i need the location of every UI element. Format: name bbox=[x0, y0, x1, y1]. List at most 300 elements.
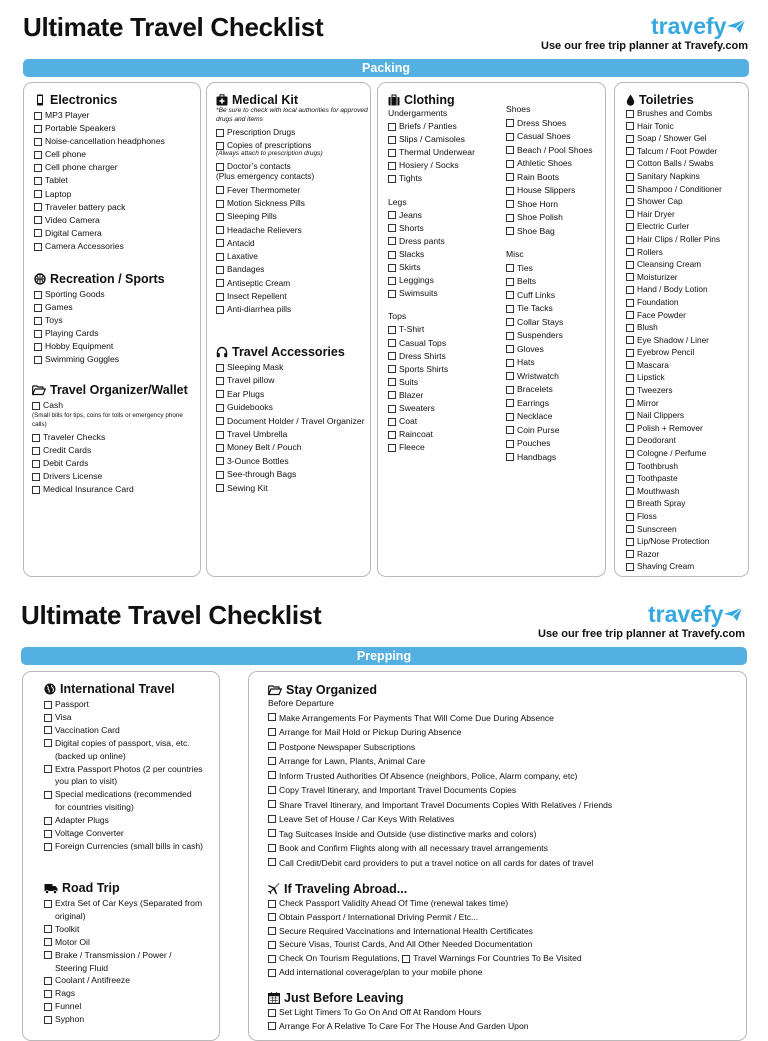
checklist-item[interactable] bbox=[216, 210, 368, 223]
checkbox[interactable] bbox=[388, 405, 396, 413]
checklist-item[interactable] bbox=[626, 309, 748, 322]
checkbox[interactable] bbox=[626, 538, 634, 546]
checkbox[interactable] bbox=[44, 830, 52, 838]
checkbox[interactable] bbox=[626, 210, 634, 218]
checklist-item[interactable] bbox=[268, 769, 738, 784]
checkbox[interactable] bbox=[626, 513, 634, 521]
checklist-item[interactable] bbox=[626, 485, 748, 498]
checklist-item[interactable] bbox=[268, 798, 738, 813]
checkbox[interactable] bbox=[34, 291, 42, 299]
checkbox[interactable] bbox=[32, 434, 40, 442]
checkbox[interactable] bbox=[216, 142, 224, 150]
checkbox[interactable] bbox=[506, 399, 514, 407]
checkbox[interactable] bbox=[506, 345, 514, 353]
checkbox[interactable] bbox=[506, 305, 514, 313]
checkbox[interactable] bbox=[388, 237, 396, 245]
checklist-item[interactable] bbox=[626, 334, 748, 347]
checkbox[interactable] bbox=[388, 224, 396, 232]
checklist-item[interactable] bbox=[626, 447, 748, 460]
checkbox[interactable] bbox=[506, 133, 514, 141]
tagline[interactable]: Use our free trip planner at Travefy.com bbox=[541, 40, 749, 52]
checklist-item[interactable] bbox=[506, 316, 606, 330]
checkbox[interactable] bbox=[506, 372, 514, 380]
checkbox[interactable] bbox=[34, 229, 42, 237]
travefy-logo[interactable] bbox=[651, 13, 745, 40]
checkbox[interactable] bbox=[506, 264, 514, 272]
checkbox[interactable] bbox=[626, 147, 634, 155]
checkbox[interactable] bbox=[34, 330, 42, 338]
checklist-item[interactable] bbox=[216, 126, 368, 139]
checklist-item[interactable] bbox=[626, 296, 748, 309]
checkbox[interactable] bbox=[216, 417, 224, 425]
checkbox[interactable] bbox=[44, 817, 52, 825]
checkbox[interactable] bbox=[626, 475, 634, 483]
checklist-item[interactable] bbox=[216, 441, 368, 454]
checkbox[interactable] bbox=[388, 444, 396, 452]
checkbox[interactable] bbox=[44, 951, 52, 959]
checklist-item[interactable] bbox=[506, 144, 606, 158]
checklist-item[interactable] bbox=[388, 428, 506, 441]
checklist-item[interactable] bbox=[34, 135, 199, 148]
checkbox[interactable] bbox=[268, 786, 276, 794]
checkbox[interactable] bbox=[388, 123, 396, 131]
checkbox[interactable] bbox=[268, 742, 276, 750]
checklist-item[interactable] bbox=[216, 250, 368, 263]
checklist-item[interactable] bbox=[268, 812, 738, 827]
checklist-item[interactable] bbox=[44, 737, 204, 763]
checkbox[interactable] bbox=[506, 187, 514, 195]
checklist-item[interactable] bbox=[388, 209, 506, 222]
checkbox[interactable] bbox=[32, 473, 40, 481]
checklist-item[interactable] bbox=[268, 754, 738, 769]
checklist-item[interactable] bbox=[506, 329, 606, 343]
checkbox[interactable] bbox=[626, 500, 634, 508]
checkbox[interactable] bbox=[216, 213, 224, 221]
checkbox[interactable] bbox=[626, 122, 634, 130]
checklist-item[interactable] bbox=[216, 290, 368, 303]
checkbox[interactable] bbox=[34, 112, 42, 120]
checkbox[interactable] bbox=[388, 136, 396, 144]
checklist-item[interactable] bbox=[44, 936, 204, 949]
checkbox[interactable] bbox=[44, 739, 52, 747]
checklist-item[interactable]: Cash bbox=[32, 399, 198, 412]
checklist-item[interactable] bbox=[44, 923, 204, 936]
checklist-item[interactable] bbox=[44, 897, 204, 923]
checklist-item[interactable] bbox=[388, 287, 506, 300]
checklist-item[interactable] bbox=[626, 560, 748, 573]
checklist-item[interactable] bbox=[388, 159, 506, 172]
checklist-item[interactable] bbox=[506, 157, 606, 171]
checklist-item[interactable] bbox=[506, 370, 606, 384]
checklist-item[interactable] bbox=[506, 275, 606, 289]
checklist-item[interactable] bbox=[34, 188, 199, 201]
checklist-item[interactable] bbox=[34, 314, 199, 327]
checkbox[interactable] bbox=[216, 253, 224, 261]
checkbox[interactable] bbox=[626, 286, 634, 294]
checklist-item[interactable] bbox=[388, 235, 506, 248]
checklist-item[interactable] bbox=[268, 938, 738, 952]
checklist-item[interactable] bbox=[388, 222, 506, 235]
checkbox[interactable] bbox=[216, 226, 224, 234]
checklist-item[interactable] bbox=[268, 897, 738, 911]
checkbox[interactable] bbox=[506, 426, 514, 434]
checkbox[interactable] bbox=[268, 913, 276, 921]
checklist-item[interactable] bbox=[216, 415, 368, 428]
checklist-item[interactable] bbox=[32, 444, 198, 457]
checklist-item[interactable] bbox=[626, 535, 748, 548]
checkbox[interactable] bbox=[268, 815, 276, 823]
checkbox[interactable] bbox=[626, 185, 634, 193]
checkbox[interactable] bbox=[216, 306, 224, 314]
checkbox[interactable] bbox=[626, 374, 634, 382]
checklist-item[interactable] bbox=[32, 470, 198, 483]
checkbox[interactable] bbox=[268, 713, 276, 721]
checkbox[interactable] bbox=[32, 447, 40, 455]
checklist-item[interactable] bbox=[506, 383, 606, 397]
checkbox[interactable] bbox=[34, 164, 42, 172]
checkbox[interactable] bbox=[216, 200, 224, 208]
checkbox[interactable] bbox=[216, 279, 224, 287]
checkbox[interactable] bbox=[44, 938, 52, 946]
checklist-item[interactable] bbox=[626, 132, 748, 145]
checklist-item[interactable] bbox=[506, 262, 606, 276]
checklist-item[interactable] bbox=[216, 361, 368, 374]
checklist-item[interactable] bbox=[216, 277, 368, 290]
checklist-item[interactable] bbox=[388, 146, 506, 159]
checkbox[interactable] bbox=[268, 1009, 276, 1017]
checkbox[interactable] bbox=[388, 290, 396, 298]
checklist-item[interactable] bbox=[216, 455, 368, 468]
checklist-item[interactable] bbox=[626, 384, 748, 397]
checklist-item[interactable] bbox=[506, 117, 606, 131]
checkbox[interactable] bbox=[34, 216, 42, 224]
checkbox[interactable] bbox=[268, 927, 276, 935]
checklist-item[interactable] bbox=[216, 401, 368, 414]
checklist-item[interactable] bbox=[626, 283, 748, 296]
checklist-item[interactable] bbox=[34, 148, 199, 161]
checkbox[interactable] bbox=[506, 160, 514, 168]
checklist-item[interactable] bbox=[268, 740, 738, 755]
checklist-item[interactable] bbox=[44, 724, 204, 737]
checkbox[interactable] bbox=[44, 900, 52, 908]
checklist-item[interactable] bbox=[216, 237, 368, 250]
checklist-item[interactable] bbox=[388, 248, 506, 261]
checkbox[interactable] bbox=[34, 125, 42, 133]
checkbox[interactable] bbox=[216, 390, 224, 398]
checklist-item[interactable] bbox=[506, 343, 606, 357]
checklist-item[interactable] bbox=[34, 327, 199, 340]
checkbox[interactable] bbox=[388, 352, 396, 360]
checklist-item[interactable] bbox=[34, 174, 199, 187]
checkbox[interactable] bbox=[216, 484, 224, 492]
checkbox[interactable] bbox=[388, 277, 396, 285]
checkbox[interactable] bbox=[44, 701, 52, 709]
checklist-item[interactable] bbox=[44, 1000, 204, 1013]
checklist-item[interactable] bbox=[388, 120, 506, 133]
checklist-item[interactable] bbox=[268, 725, 738, 740]
checklist-item[interactable] bbox=[626, 497, 748, 510]
checkbox[interactable] bbox=[388, 431, 396, 439]
checklist-item[interactable] bbox=[32, 483, 198, 496]
checkbox[interactable] bbox=[388, 326, 396, 334]
checklist-item[interactable] bbox=[388, 363, 506, 376]
checklist-item[interactable] bbox=[506, 451, 606, 465]
checkbox[interactable] bbox=[626, 261, 634, 269]
checklist-item[interactable] bbox=[44, 814, 204, 827]
checkbox[interactable] bbox=[388, 378, 396, 386]
checklist-item[interactable] bbox=[44, 840, 204, 853]
checkbox[interactable] bbox=[626, 361, 634, 369]
checklist-item[interactable] bbox=[626, 321, 748, 334]
checklist-item[interactable] bbox=[268, 841, 738, 856]
checkbox[interactable] bbox=[626, 336, 634, 344]
checklist-item[interactable] bbox=[268, 711, 738, 726]
checklist-item[interactable] bbox=[216, 482, 368, 495]
checkbox[interactable] bbox=[506, 146, 514, 154]
checklist-item[interactable] bbox=[388, 337, 506, 350]
checkbox[interactable] bbox=[216, 129, 224, 137]
checkbox[interactable] bbox=[506, 318, 514, 326]
checkbox[interactable] bbox=[34, 304, 42, 312]
checkbox[interactable] bbox=[388, 339, 396, 347]
checkbox[interactable] bbox=[626, 437, 634, 445]
checkbox[interactable] bbox=[626, 273, 634, 281]
checkbox[interactable] bbox=[216, 457, 224, 465]
checkbox[interactable] bbox=[34, 243, 42, 251]
checklist-item[interactable] bbox=[626, 397, 748, 410]
checkbox[interactable] bbox=[34, 138, 42, 146]
checklist-item[interactable] bbox=[268, 925, 738, 939]
checklist-item[interactable] bbox=[34, 161, 199, 174]
checkbox[interactable] bbox=[626, 324, 634, 332]
checklist-item[interactable] bbox=[626, 208, 748, 221]
checkbox[interactable] bbox=[268, 829, 276, 837]
checklist-item[interactable] bbox=[626, 120, 748, 133]
checkbox[interactable] bbox=[626, 236, 634, 244]
checklist-item[interactable] bbox=[34, 122, 199, 135]
checkbox[interactable] bbox=[388, 264, 396, 272]
checklist-item[interactable] bbox=[506, 397, 606, 411]
checklist-item[interactable] bbox=[216, 224, 368, 237]
checklist-item[interactable] bbox=[626, 472, 748, 485]
checklist-item[interactable] bbox=[44, 1013, 204, 1026]
checkbox[interactable] bbox=[626, 525, 634, 533]
checkbox[interactable] bbox=[44, 843, 52, 851]
checkbox[interactable] bbox=[34, 356, 42, 364]
checklist-item[interactable] bbox=[388, 133, 506, 146]
checkbox[interactable] bbox=[388, 149, 396, 157]
checkbox[interactable] bbox=[626, 135, 634, 143]
checkbox[interactable] bbox=[268, 900, 276, 908]
checklist-item[interactable] bbox=[626, 170, 748, 183]
checkbox[interactable] bbox=[44, 714, 52, 722]
checkbox[interactable] bbox=[34, 317, 42, 325]
checklist-item[interactable] bbox=[626, 220, 748, 233]
checklist-item[interactable] bbox=[44, 949, 204, 975]
checkbox[interactable] bbox=[388, 391, 396, 399]
checklist-item[interactable] bbox=[626, 246, 748, 259]
checklist-item[interactable] bbox=[626, 548, 748, 561]
checklist-item[interactable] bbox=[34, 214, 199, 227]
checkbox[interactable] bbox=[216, 444, 224, 452]
checklist-item[interactable] bbox=[32, 457, 198, 470]
checklist-item[interactable] bbox=[626, 523, 748, 536]
checklist-item[interactable] bbox=[626, 346, 748, 359]
checklist-item[interactable] bbox=[44, 987, 204, 1000]
checklist-item[interactable] bbox=[44, 974, 204, 987]
checkbox[interactable] bbox=[388, 211, 396, 219]
checkbox[interactable] bbox=[506, 173, 514, 181]
checkbox[interactable] bbox=[626, 311, 634, 319]
checkbox[interactable] bbox=[626, 223, 634, 231]
checkbox[interactable] bbox=[626, 399, 634, 407]
checklist-item[interactable] bbox=[216, 303, 368, 316]
checklist-item[interactable] bbox=[506, 356, 606, 370]
checkbox[interactable] bbox=[268, 969, 276, 977]
checkbox[interactable] bbox=[216, 431, 224, 439]
checklist-item[interactable] bbox=[388, 389, 506, 402]
checkbox[interactable] bbox=[388, 162, 396, 170]
checklist-item[interactable] bbox=[44, 788, 204, 814]
checkbox[interactable] bbox=[32, 460, 40, 468]
checklist-item[interactable] bbox=[44, 711, 204, 724]
checkbox[interactable] bbox=[506, 359, 514, 367]
checkbox[interactable] bbox=[216, 266, 224, 274]
checkbox[interactable] bbox=[216, 471, 224, 479]
checkbox[interactable] bbox=[506, 332, 514, 340]
checkbox[interactable] bbox=[626, 349, 634, 357]
checklist-item[interactable] bbox=[216, 388, 368, 401]
checkbox[interactable] bbox=[44, 925, 52, 933]
checkbox[interactable] bbox=[402, 955, 410, 963]
checkbox[interactable] bbox=[34, 177, 42, 185]
checklist-item[interactable] bbox=[388, 350, 506, 363]
checkbox[interactable] bbox=[626, 299, 634, 307]
checkbox[interactable] bbox=[626, 424, 634, 432]
checkbox[interactable] bbox=[388, 251, 396, 259]
checkbox[interactable] bbox=[216, 364, 224, 372]
checklist-item[interactable] bbox=[626, 195, 748, 208]
checkbox[interactable] bbox=[44, 726, 52, 734]
checklist-item[interactable] bbox=[388, 261, 506, 274]
checklist-item[interactable] bbox=[388, 415, 506, 428]
checklist-item[interactable]: Check On Tourism Regulations, Travel Warnings For Countries To Be Visited bbox=[268, 952, 738, 966]
checklist-item[interactable] bbox=[268, 783, 738, 798]
checkbox[interactable] bbox=[626, 248, 634, 256]
checklist-item[interactable] bbox=[44, 827, 204, 840]
checkbox[interactable] bbox=[32, 402, 40, 410]
checklist-item[interactable] bbox=[626, 183, 748, 196]
checkbox[interactable] bbox=[506, 440, 514, 448]
checkbox[interactable] bbox=[216, 186, 224, 194]
checkbox[interactable] bbox=[216, 239, 224, 247]
checkbox[interactable] bbox=[506, 278, 514, 286]
checkbox[interactable] bbox=[216, 404, 224, 412]
checkbox[interactable] bbox=[34, 151, 42, 159]
checklist-item[interactable] bbox=[626, 145, 748, 158]
checklist-item[interactable] bbox=[268, 856, 738, 871]
checklist-item[interactable] bbox=[506, 410, 606, 424]
checkbox[interactable] bbox=[268, 771, 276, 779]
checkbox[interactable] bbox=[626, 450, 634, 458]
travefy-logo-2[interactable] bbox=[648, 601, 742, 628]
checklist-item[interactable] bbox=[216, 428, 368, 441]
checklist-item[interactable] bbox=[44, 763, 204, 789]
checkbox[interactable] bbox=[506, 200, 514, 208]
checklist-item[interactable] bbox=[34, 109, 199, 122]
checkbox[interactable] bbox=[506, 119, 514, 127]
checklist-item[interactable] bbox=[32, 431, 198, 444]
checklist-item[interactable] bbox=[388, 323, 506, 336]
checkbox[interactable] bbox=[506, 413, 514, 421]
checkbox[interactable] bbox=[506, 453, 514, 461]
checklist-item[interactable] bbox=[626, 371, 748, 384]
checklist-item[interactable] bbox=[506, 171, 606, 185]
checklist-item[interactable] bbox=[626, 271, 748, 284]
checklist-item[interactable] bbox=[626, 157, 748, 170]
checkbox[interactable] bbox=[506, 227, 514, 235]
checkbox[interactable] bbox=[388, 175, 396, 183]
checklist-item[interactable] bbox=[506, 437, 606, 451]
checkbox[interactable] bbox=[44, 765, 52, 773]
checkbox[interactable] bbox=[44, 1003, 52, 1011]
checkbox[interactable] bbox=[506, 386, 514, 394]
checklist-item[interactable] bbox=[34, 201, 199, 214]
checkbox[interactable] bbox=[34, 203, 42, 211]
checkbox[interactable] bbox=[626, 462, 634, 470]
checklist-item[interactable] bbox=[506, 302, 606, 316]
checkbox[interactable] bbox=[268, 728, 276, 736]
checkbox[interactable] bbox=[626, 110, 634, 118]
checklist-item[interactable] bbox=[626, 510, 748, 523]
checkbox[interactable] bbox=[268, 757, 276, 765]
checklist-item[interactable] bbox=[626, 460, 748, 473]
checkbox[interactable] bbox=[268, 941, 276, 949]
checklist-item[interactable] bbox=[506, 424, 606, 438]
checklist-item[interactable] bbox=[34, 240, 199, 253]
checklist-item[interactable] bbox=[626, 409, 748, 422]
checkbox[interactable] bbox=[506, 291, 514, 299]
checklist-item[interactable]: Doctor’s contacts bbox=[216, 160, 368, 173]
checklist-item[interactable] bbox=[506, 225, 606, 239]
checklist-item[interactable] bbox=[506, 130, 606, 144]
checklist-item[interactable] bbox=[626, 422, 748, 435]
checkbox[interactable] bbox=[216, 293, 224, 301]
checkbox[interactable] bbox=[32, 486, 40, 494]
checklist-item[interactable] bbox=[626, 233, 748, 246]
checkbox[interactable] bbox=[44, 990, 52, 998]
checkbox[interactable] bbox=[388, 365, 396, 373]
checklist-item[interactable] bbox=[626, 107, 748, 120]
checkbox[interactable] bbox=[626, 550, 634, 558]
checklist-item[interactable] bbox=[506, 184, 606, 198]
checkbox[interactable] bbox=[268, 858, 276, 866]
checkbox[interactable] bbox=[626, 387, 634, 395]
checkbox[interactable] bbox=[626, 173, 634, 181]
checkbox[interactable] bbox=[34, 190, 42, 198]
checkbox[interactable] bbox=[626, 487, 634, 495]
checklist-item[interactable] bbox=[388, 274, 506, 287]
checkbox[interactable] bbox=[388, 418, 396, 426]
checkbox[interactable] bbox=[34, 343, 42, 351]
checkbox[interactable] bbox=[268, 800, 276, 808]
checklist-item[interactable] bbox=[506, 198, 606, 212]
checklist-item[interactable] bbox=[626, 434, 748, 447]
checklist-item[interactable] bbox=[268, 911, 738, 925]
checklist-item[interactable] bbox=[388, 402, 506, 415]
checklist-item[interactable]: Add international coverage/plan to your mobile phone bbox=[268, 966, 738, 980]
checklist-item[interactable] bbox=[216, 263, 368, 276]
